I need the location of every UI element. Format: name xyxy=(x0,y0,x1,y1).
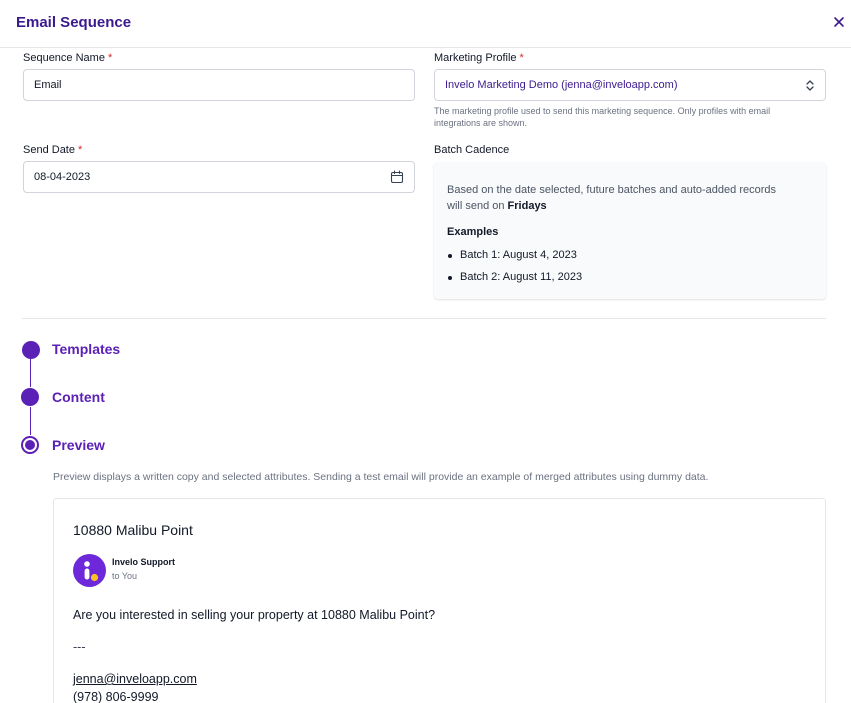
marketing-profile-select[interactable] xyxy=(434,69,826,101)
bullet-icon xyxy=(448,276,452,280)
section-divider xyxy=(22,318,826,319)
required-mark: * xyxy=(77,144,83,156)
examples-title: Examples xyxy=(447,226,499,238)
step-current-icon xyxy=(21,436,39,454)
batch-cadence-text xyxy=(447,182,817,214)
example-item: Batch 2: August 11, 2023 xyxy=(460,271,583,283)
marketing-profile-label-text: Marketing Profile xyxy=(434,52,517,64)
close-icon[interactable] xyxy=(830,13,848,31)
recipient: to You xyxy=(112,571,138,581)
chevron-up-down-icon xyxy=(805,79,815,95)
preview-description: Preview displays a written copy and selected attributes. Sending a test email will provide an example of merged attributes using dummy data. xyxy=(53,471,709,483)
sequence-name-value: Email xyxy=(34,79,62,91)
step-connector xyxy=(30,407,31,435)
email-preview-card xyxy=(53,498,826,703)
calendar-icon[interactable] xyxy=(390,170,404,187)
help-line: The marketing profile used to send this marketing sequence. Only profiles with email xyxy=(434,106,771,116)
batch-cadence-label: Batch Cadence xyxy=(434,144,510,156)
sequence-name-label xyxy=(23,52,112,64)
marketing-profile-value: Invelo Marketing Demo (jenna@inveloapp.com) xyxy=(445,79,678,91)
email-body-line: Are you interested in selling your property at 10880 Malibu Point? xyxy=(73,608,436,622)
step-complete-icon xyxy=(21,388,39,406)
step-preview[interactable]: Preview xyxy=(52,437,105,453)
cadence-day: Fridays xyxy=(507,200,547,212)
send-date-input[interactable] xyxy=(23,161,415,193)
email-separator: --- xyxy=(73,640,86,654)
batch-cadence-box xyxy=(434,162,826,299)
sequence-name-input[interactable] xyxy=(23,69,415,101)
sequence-name-label-text: Sequence Name xyxy=(23,52,105,64)
bullet-icon xyxy=(448,254,452,258)
example-item: Batch 1: August 4, 2023 xyxy=(460,249,577,261)
cadence-line xyxy=(447,198,817,214)
avatar xyxy=(73,554,106,587)
send-date-label-text: Send Date xyxy=(23,144,75,156)
phone-number: (978) 806-9999 xyxy=(73,690,159,703)
send-date-value: 08-04-2023 xyxy=(34,171,91,183)
required-mark: * xyxy=(519,52,524,64)
marketing-profile-help xyxy=(434,105,770,129)
sender-name: Invelo Support xyxy=(112,557,175,567)
step-complete-icon xyxy=(22,341,40,359)
dialog-header xyxy=(0,0,851,48)
required-mark: * xyxy=(107,52,113,64)
help-line: integrations are shown. xyxy=(434,118,528,128)
dialog-title: Email Sequence xyxy=(16,14,132,31)
send-date-label xyxy=(23,144,82,156)
step-content[interactable]: Content xyxy=(52,389,105,405)
cadence-line: Based on the date selected, future batches and auto-added records xyxy=(447,184,777,196)
step-templates[interactable]: Templates xyxy=(52,341,121,357)
step-connector xyxy=(30,359,31,387)
cadence-prefix: will send on xyxy=(447,200,505,212)
email-link[interactable]: jenna@inveloapp.com xyxy=(73,672,197,686)
invelo-logo-icon xyxy=(73,554,106,587)
email-subject: 10880 Malibu Point xyxy=(73,522,193,538)
marketing-profile-label xyxy=(434,52,524,64)
